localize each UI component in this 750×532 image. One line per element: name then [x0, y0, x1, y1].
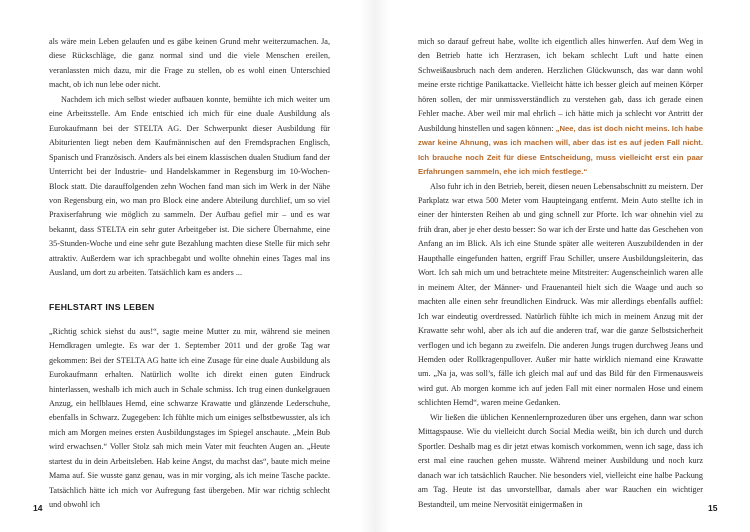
left-paragraph-1: als wäre mein Leben gelaufen und es gäbe keinen Grund mehr weiterzumachen. Ja, diese Rückschläge, die ganz normal sind und die viele Menschen ereilen, veranlassten mich dazu, mir die Frage zu stellen, ob es wohl einen Unterschied macht, ob ich nun lebe oder nicht.	[49, 37, 330, 90]
page-number-right: 15	[708, 503, 718, 513]
section-heading: FEHLSTART INS LEBEN	[49, 301, 155, 312]
left-paragraph-3: „Richtig schick siehst du aus!“, sagte meine Mutter zu mir, während sie meinen Hemdkragen umlegte. Es war der 1. September 2011 und der große Tag war gekommen: Bei der STELTA AG hatte ich eine Zusage für eine duale Ausbildung als Eurokaufmann erhalten. Natürlich wollte ich direkt einen guten Eindruck hinterlassen, weshalb ich mich auch in Schale schmiss. Ich trug einen dunkelgrauen Anzug, ein hellblaues Hemd, eine schwarze Krawatte und glänzende Lederschuhe, ebenfalls in Schwarz. Zugegeben: Ich fühlte mich um einiges selbstbewusster, als ich mich am Morgen meines ersten Ausbildungstages im Spiegel anschaute. „Mein Bub wird erwachsen.“ Voller Stolz sah mich mein Vater mit feuchten Augen an. „Heute startest du in dein Arbeitsleben. Hab keine Angst, du machst das“, baute mich meine Mama auf. Sie wusste ganz genau, was in mir vorging, als ich meine Tasche packte. Tatsächlich hätte ich mich vor Aufregung fast übergeben. Mir war richtig schlecht und obwohl ich	[49, 326, 330, 510]
right-page	[375, 0, 750, 532]
right-paragraph-1-text: mich so darauf gefreut habe, wollte ich eigentlich alles hinwerfen. Auf dem Weg in den Betrieb hatte ich Herzrasen, ich bekam schlecht Luft und hatte einen Schweißausbruch nach dem anderen. Herzlichen Glückwunsch, das war dann wohl meine erste richtige Panikattacke. Vielleicht hätte ich besser gleich auf meinen Körper hören sollen, der mir unmissverständlich zu verstehen gab, dass ich gerade einen Fehler mache. Aber weil mir mal ehrlich – ich hätte mich ja schlecht vor Antritt der Ausbildung hinstellen und sagen können:	[418, 37, 703, 133]
right-paragraph-3: Wir ließen die üblichen Kennenlernprozeduren über uns ergehen, dann war schon Mittagspause. Wie du vielleicht durch Social Media weißt, bin ich durch und durch Sportler. Deshalb mag es dir jetzt etwas komisch vorkommen, wenn ich sage, dass ich erst mal eine rauchen gehen musste. Während meiner Ausbildung und noch kurz danach war ich tatsächlich Raucher. Nie besonders viel, vielleicht eine halbe Packung am Tag. Heute ist das unvorstellbar, damals aber war Rauchen ein wichtiger Bestandteil, um meine Nervosität einigermaßen in	[418, 412, 703, 509]
right-paragraph-1	[418, 35, 703, 180]
left-paragraph-2: Nachdem ich mich selbst wieder aufbauen konnte, bemühte ich mich weiter um eine Arbeitsstelle. Am Ende entschied ich mich für eine duale Ausbildung als Eurokaufmann bei der STELTA AG. Der Schwerpunkt dieser Ausbildung für Abiturienten liegt neben dem Kaufmännischen auf den Fremdsprachen Englisch, Spanisch und Französisch. Anders als bei einem klassischen dualen Studium fand der Unterricht bei der Industrie- und Handelskammer in Regensburg im 10-Wochen-Block statt. Die darauffolgenden zehn Wochen fand man sich im Werk in der Nähe von Regensburg ein, wo man pro Block eine andere Abteilung durchlief, um so viel Praxiserfahrung wie möglich zu sammeln. Der Aufbau gefiel mir – und es war bekannt, dass STELTA ein sehr guter Arbeitgeber ist. Die sichere Übernahme, eine 35-Stunden-Woche und eine sehr gute Bezahlung machten diese Stelle für mich sehr attraktiv. Außerdem war ich sprachbegabt und wollte ohnehin eines Tages mal ins Ausland, um dort zu arbeiten. Tatsächlich kam es anders ...	[49, 94, 330, 278]
right-paragraph-2: Also fuhr ich in den Betrieb, bereit, diesen neuen Lebensabschnitt zu meistern. Der Parkplatz war etwa 500 Meter vom Haupteingang entfernt. Mein Auto stellte ich in einer der hintersten Reihen ab und ging schnell zur Pforte. Ich war ohnehin viel zu früh dran, aber je eher desto besser: So war ich der Erste und hatte das Geschehen von Anfang an im Blick. Als ich eine Stunde später alle weiteren Auszubildenden in der Haupthalle eingefunden hatten, ergriff Frau Schiller, unsere Ausbildungsleiterin, das Wort. Ich sah mich um und betrachtete meine Mitstreiter: Augenscheinlich waren alle in meinem Alter, der Männer- und Frauenanteil hielt sich die Waage und auch so machten alle einen sehr freundlichen Eindruck. Was mir allerdings ebenfalls auffiel: Ich war eindeutig overdressed. Natürlich fühlte ich mich in meinem Anzug mit der Krawatte sehr wohl, aber als ich auf die anderen traf, war die ganze Selbstsicherheit verflogen und ich begann zu zweifeln. Die anderen Jungs trugen durchweg Jeans und Hemden oder Rollkragenpullover. Außer mir hatte wirklich niemand eine Krawatte um. „Na ja, was soll’s, fälle ich gleich mal auf und das Bild für den Firmenausweis wird gut. Ab morgen komme ich auf jeden Fall mit einer normalen Hose und einem schlichten Hemd“, waren meine Gedanken.	[418, 181, 703, 408]
highlighted-quote: „Nee, das ist doch nicht meins. Ich habe zwar keine Ahnung, was ich machen will, aber das ist es auf jeden Fall nicht. Ich brauche noch Zeit für diese Entscheidung, muss vielleicht erst ein paar Erfahrungen sammeln, ehe ich mich festlege.“	[418, 123, 703, 177]
page-number-left: 14	[33, 503, 43, 513]
right-text-column	[418, 35, 703, 512]
left-text-column	[49, 35, 330, 513]
